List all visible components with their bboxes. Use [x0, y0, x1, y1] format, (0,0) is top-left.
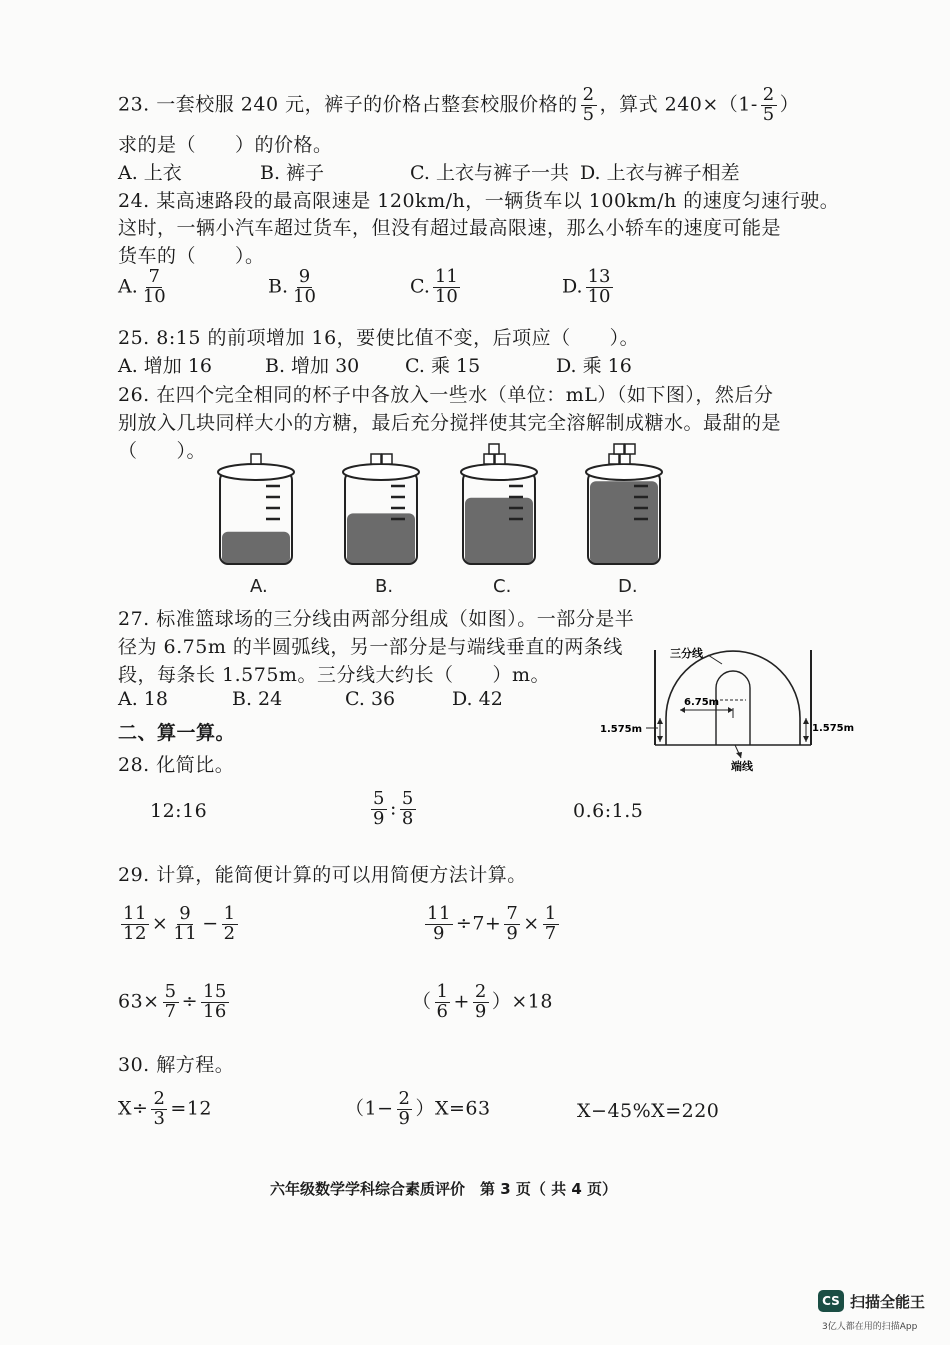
- q23-option-a: A. 上衣: [118, 162, 182, 184]
- q27-option-d: D. 42: [452, 688, 503, 710]
- jar-c: [461, 444, 537, 597]
- q27-option-b: B. 24: [232, 688, 283, 710]
- water-fill: [590, 481, 658, 564]
- section-2-heading: 二、算一算。: [118, 722, 236, 744]
- q29-expr1: $\frac{11}{12}$ × $\frac{9}{11}$ − $\frac{1}{2}$: [123, 903, 236, 944]
- q29-expr3: 63× $\frac{5}{7}$ ÷ $\frac{15}{16}$: [118, 981, 227, 1022]
- q26-line3: （ ）。: [118, 440, 207, 462]
- q27-line1: 27. 标准篮球场的三分线由两部分组成（如图）。一部分是半: [118, 608, 635, 630]
- brand-slogan: 3亿人都在用的扫描App: [822, 1322, 918, 1332]
- jar-d: [586, 444, 662, 597]
- q25-option-b: B. 增加 30: [265, 355, 360, 377]
- jar-label: D.: [618, 576, 638, 597]
- three-point-label: 三分线: [670, 647, 703, 660]
- jar-a: [218, 454, 294, 597]
- sugar-cube: [614, 444, 624, 454]
- sugar-cube: [251, 454, 261, 464]
- q25-option-c: C. 乘 15: [405, 355, 481, 377]
- q24-line2: 这时，一辆小汽车超过货车，但没有超过最高限速，那么小轿车的速度可能是: [118, 217, 782, 239]
- q24-line3: 货车的（ ）。: [118, 245, 265, 267]
- q24-option-c: C. $\frac{11}{10}$: [410, 266, 458, 307]
- q30-eq2: （1− $\frac{2}{9}$ ）X=63: [345, 1088, 491, 1129]
- radius-label: 6.75m: [684, 697, 720, 708]
- q25-option-a: A. 增加 16: [118, 355, 213, 377]
- q24-option-d: D. $\frac{13}{10}$: [562, 266, 611, 307]
- page-footer: 六年级数学学科综合素质评价 第 3 页（ 共 4 页）: [270, 1180, 617, 1198]
- q29-title: 29. 计算，能简便计算的可以用简便方法计算。: [118, 864, 527, 886]
- q28-item3: 0.6:1.5: [573, 800, 644, 822]
- jars-figure: [200, 438, 680, 600]
- q23-line1: 23. 一套校服 240 元，裤子的价格占整套校服价格的 $\frac{2}{5}$ ，算式 240×（1- $\frac{2}{5}$ ）: [118, 84, 800, 125]
- q24-line1: 24. 某高速路段的最高限速是 120km/h，一辆货车以 100km/h 的速度匀速行驶。: [118, 190, 840, 212]
- q27-option-a: A. 18: [118, 688, 168, 710]
- sugar-cube: [625, 444, 635, 454]
- q28-title: 28. 化简比。: [118, 754, 235, 776]
- q26-line1: 26. 在四个完全相同的杯子中各放入一些水（单位：mL）（如下图），然后分: [118, 384, 774, 406]
- scanner-watermark: [818, 1290, 925, 1312]
- q24-option-a: A. $\frac{7}{10}$: [118, 266, 166, 307]
- q25-option-d: D. 乘 16: [556, 355, 632, 377]
- q23-option-c: C. 上衣与裤子一共: [410, 162, 569, 184]
- q29-expr2: $\frac{11}{9}$ ÷7+ $\frac{7}{9}$ × $\frac{1}{7}$: [427, 903, 557, 944]
- jar-lid: [343, 464, 419, 480]
- sugar-cube: [382, 454, 392, 464]
- q26-line2: 别放入几块同样大小的方糖，最后充分搅拌使其完全溶解制成糖水。最甜的是: [118, 412, 782, 434]
- jar-label: C.: [493, 576, 512, 597]
- q29-expr4: （ $\frac{1}{6}$ + $\frac{2}{9}$ ）×18: [412, 981, 553, 1022]
- water-fill: [222, 532, 290, 564]
- jar-lid: [461, 464, 537, 480]
- jar-lid: [218, 464, 294, 480]
- q28-item1: 12:16: [150, 800, 208, 822]
- sugar-cube: [495, 454, 505, 464]
- q23-line2: 求的是（ ）的价格。: [118, 134, 333, 156]
- q27-line2: 径为 6.75m 的半圆弧线，另一部分是与端线垂直的两条线: [118, 636, 623, 658]
- end-line-label: 端线: [731, 760, 753, 773]
- fraction: $\frac{2}{5}$: [762, 84, 775, 125]
- q30-title: 30. 解方程。: [118, 1054, 235, 1076]
- q23-option-d: D. 上衣与裤子相差: [580, 162, 740, 184]
- q27-line3: 段，每条长 1.575m。三分线大约长（ ）m。: [118, 664, 550, 686]
- brand-name: 扫描全能王: [850, 1292, 926, 1311]
- q27-option-c: C. 36: [345, 688, 396, 710]
- q25-line1: 25. 8:15 的前项增加 16，要使比值不变，后项应（ ）。: [118, 327, 640, 349]
- water-fill: [347, 513, 415, 564]
- sugar-cube: [620, 454, 630, 464]
- sugar-cube: [371, 454, 381, 464]
- q24-option-b: B. $\frac{9}{10}$: [268, 266, 316, 307]
- jar-b: [343, 454, 419, 597]
- sugar-cube: [484, 454, 494, 464]
- sugar-cube: [489, 444, 499, 454]
- seg-left-label: 1.575m: [600, 724, 643, 735]
- q30-eq3: X−45%X=220: [577, 1100, 720, 1122]
- jar-lid: [586, 464, 662, 480]
- fraction: $\frac{2}{5}$: [582, 84, 595, 125]
- sugar-cube: [609, 454, 619, 464]
- q30-eq1: X÷ $\frac{2}{3}$ =12: [118, 1088, 213, 1129]
- q28-item2: $\frac{5}{9}$ : $\frac{5}{8}$: [373, 788, 414, 829]
- court-diagram: [598, 640, 860, 775]
- q23-option-b: B. 裤子: [260, 162, 325, 184]
- seg-right-label: 1.575m: [812, 723, 855, 734]
- cs-logo-icon: CS: [818, 1290, 844, 1312]
- jar-label: B.: [375, 576, 394, 597]
- jar-label: A.: [250, 576, 268, 597]
